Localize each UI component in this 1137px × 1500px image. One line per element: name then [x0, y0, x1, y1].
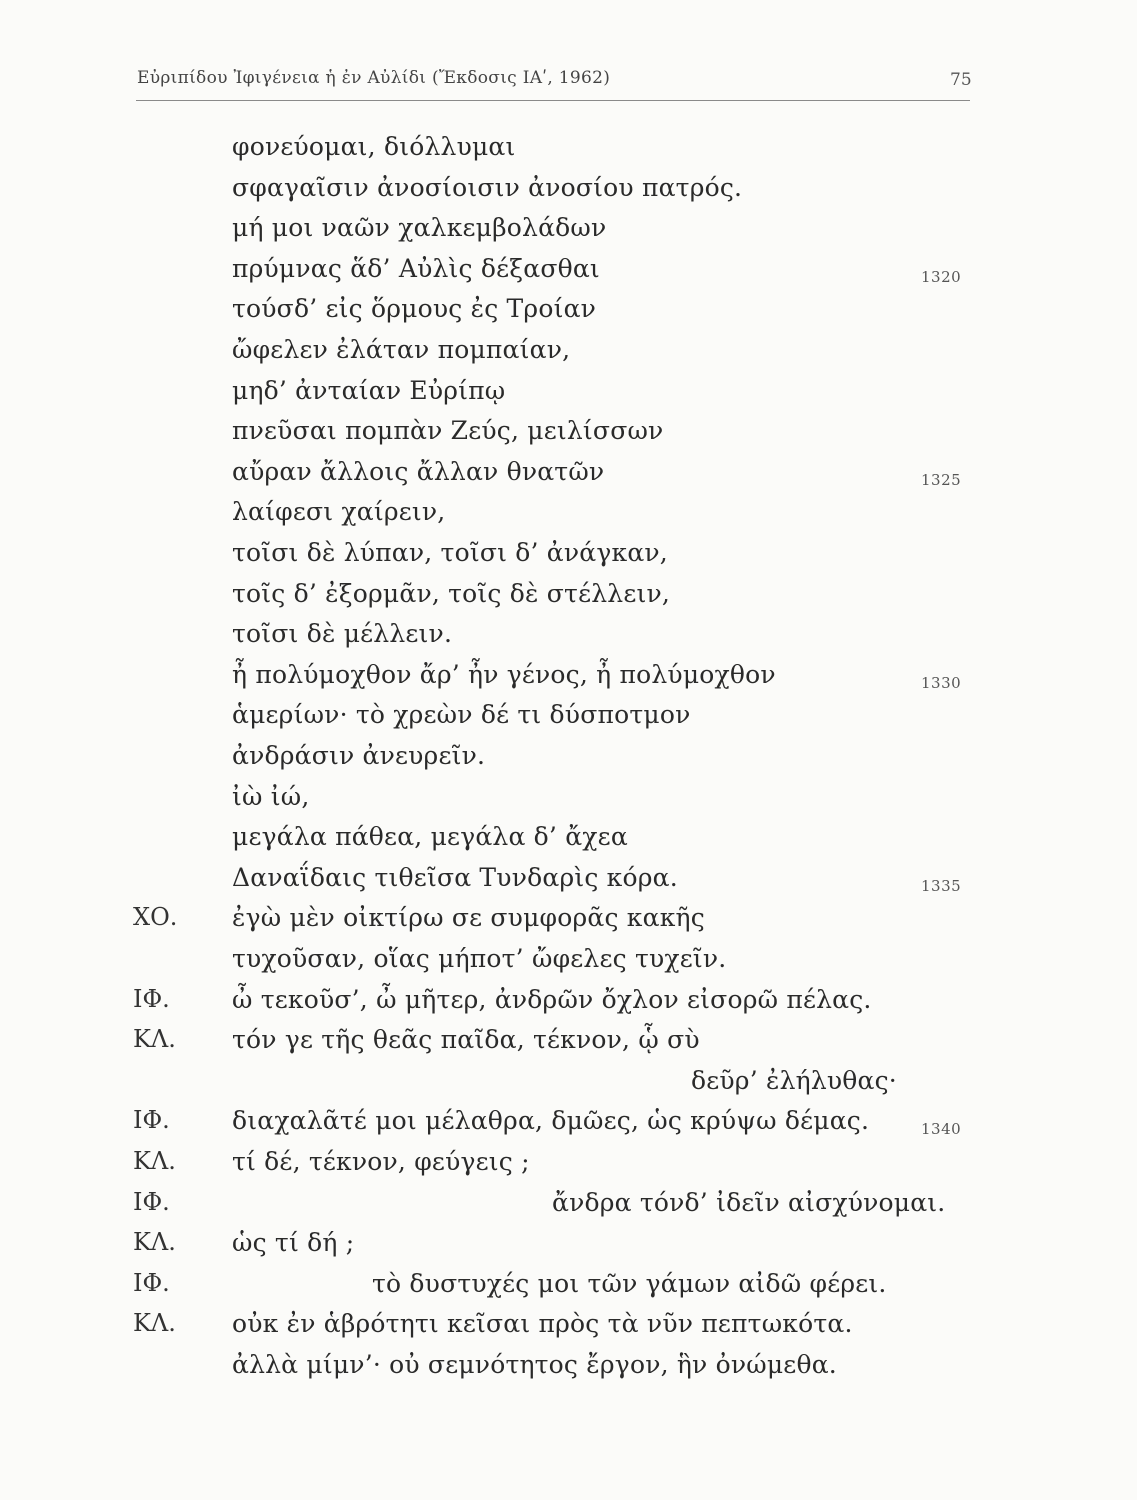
verse-line	[0, 1188, 1137, 1224]
verse-line	[0, 1309, 1137, 1345]
speaker-label: ΚΛ.	[133, 1228, 176, 1257]
line-number: 1335	[921, 876, 962, 895]
speaker-label: ΙΦ.	[133, 1268, 170, 1297]
verse-text: τοῖς δ’ ἐξορμᾶν, τοῖς δὲ στέλλειν,	[232, 578, 671, 608]
speaker-label: ΙΦ.	[133, 1187, 170, 1216]
verse-line	[0, 863, 1137, 899]
verse-text: ὦ τεκοῦσ’, ὦ μῆτερ, ἀνδρῶν ὄχλον εἰσορῶ πέλας.	[232, 984, 872, 1014]
verse-line	[0, 1106, 1137, 1142]
verse-text: τοῖσι δὲ λύπαν, τοῖσι δ’ ἀνάγκαν,	[232, 538, 668, 567]
speaker-label: ΙΦ.	[133, 1106, 170, 1135]
verse-line	[0, 822, 1137, 858]
verse-line	[0, 538, 1137, 574]
verse-text: τοῖσι δὲ μέλλειν.	[232, 619, 453, 649]
verse-text: αὔραν ἄλλοις ἄλλαν θνατῶν	[232, 456, 605, 486]
speaker-label: ΚΛ.	[133, 1309, 176, 1338]
verse-line	[0, 173, 1137, 209]
verse-line	[0, 497, 1137, 533]
line-number: 1340	[921, 1120, 962, 1139]
page-number: 75	[950, 70, 972, 90]
verse-text: λαίφεσι χαίρειν,	[232, 497, 446, 527]
verse-line	[0, 376, 1137, 412]
verse-text: ἄνδρα τόνδ’ ἰδεῖν αἰσχύνομαι.	[552, 1187, 946, 1217]
verse-line	[0, 1350, 1137, 1386]
verse-text: ἐγὼ μὲν οἰκτίρω σε συμφορᾶς κακῆς	[232, 903, 705, 933]
verse-line	[0, 700, 1137, 736]
verse-text: φονεύομαι, διόλλυμαι	[232, 132, 516, 161]
verse-text: οὐκ ἐν ἁβρότητι κεῖσαι πρὸς τὰ νῦν πεπτωκότα.	[232, 1309, 853, 1339]
line-number: 1325	[921, 470, 962, 489]
verse-text: τυχοῦσαν, οἵας μήποτ’ ὤφελες τυχεῖν.	[232, 944, 727, 973]
verse-line	[0, 416, 1137, 452]
verse-line	[0, 1228, 1137, 1264]
verse-text: τί δέ, τέκνον, φεύγεις ;	[232, 1147, 530, 1176]
verse-line	[0, 457, 1137, 493]
verse-text: ὤφελεν ἐλάταν πομπαίαν,	[232, 335, 571, 364]
verse-text: δεῦρ’ ἐλήλυθας·	[691, 1065, 897, 1095]
verse-text: Δαναΐδαις τιθεῖσα Τυνδαρὶς κόρα.	[232, 862, 678, 892]
header-rule	[136, 100, 970, 101]
verse-text: πρύμνας ἅδ’ Αὐλὶς δέξασθαι	[232, 253, 600, 283]
running-header-title: Εὐριπίδου Ἰφιγένεια ἡ ἐν Αὐλίδι (Ἔκδοσις ΙΑʹ, 1962)	[137, 68, 611, 88]
verse-text: μή μοι ναῶν χαλκεμβολάδων	[232, 213, 607, 243]
line-number: 1320	[921, 267, 962, 286]
verse-text: ἰὼ ἰώ,	[232, 781, 310, 811]
verse-text: ὡς τί δή ;	[232, 1228, 355, 1258]
verse-text: τὸ δυστυχές μοι τῶν γάμων αἰδῶ φέρει.	[372, 1268, 887, 1298]
verse-text: πνεῦσαι πομπὰν Ζεύς, μειλίσσων	[232, 416, 664, 446]
verse-line	[0, 254, 1137, 290]
speaker-label: ΚΛ.	[133, 1147, 176, 1175]
verse-line	[0, 1147, 1137, 1183]
verse-text: τούσδ’ εἰς ὅρμους ἐς Τροίαν	[232, 294, 597, 324]
verse-line	[0, 1066, 1137, 1102]
verse-line	[0, 619, 1137, 655]
verse-text: τόν γε τῆς θεᾶς παῖδα, τέκνον, ᾧ σὺ	[232, 1025, 700, 1055]
verse-line	[0, 944, 1137, 980]
verse-line	[0, 1025, 1137, 1061]
verse-line	[0, 132, 1137, 168]
speaker-label: ΙΦ.	[133, 984, 170, 1013]
verse-line	[0, 294, 1137, 330]
verse-text: σφαγαῖσιν ἀνοσίοισιν ἀνοσίου πατρός.	[232, 172, 743, 202]
speaker-label: ΧΟ.	[133, 903, 178, 932]
verse-line	[0, 985, 1137, 1021]
verse-text: διαχαλᾶτέ μοι μέλαθρα, δμῶες, ὡς κρύψω δέμας.	[232, 1106, 870, 1136]
verse-line	[0, 741, 1137, 777]
verse-line	[0, 660, 1137, 696]
verse-text: ἦ πολύμοχθον ἄρ’ ἦν γένος, ἦ πολύμοχθον	[232, 659, 776, 689]
line-number: 1330	[921, 673, 962, 692]
verse-line	[0, 335, 1137, 371]
verse-text: ἁμερίων· τὸ χρεὼν δέ τι δύσποτμον	[232, 700, 691, 730]
verse-text: ἀλλὰ μίμν’· οὐ σεμνότητος ἔργον, ἣν ὀνώμεθα.	[232, 1350, 837, 1379]
speaker-label: ΚΛ.	[133, 1025, 176, 1054]
verse-line	[0, 579, 1137, 615]
verse-line	[0, 782, 1137, 818]
verse-line	[0, 213, 1137, 249]
verse-line	[0, 1269, 1137, 1305]
verse-text: μεγάλα πάθεα, μεγάλα δ’ ἄχεα	[232, 822, 628, 852]
verse-text: μηδ’ ἀνταίαν Εὐρίπῳ	[232, 375, 506, 405]
verse-text: ἀνδράσιν ἀνευρεῖν.	[232, 741, 486, 770]
verse-line	[0, 903, 1137, 939]
